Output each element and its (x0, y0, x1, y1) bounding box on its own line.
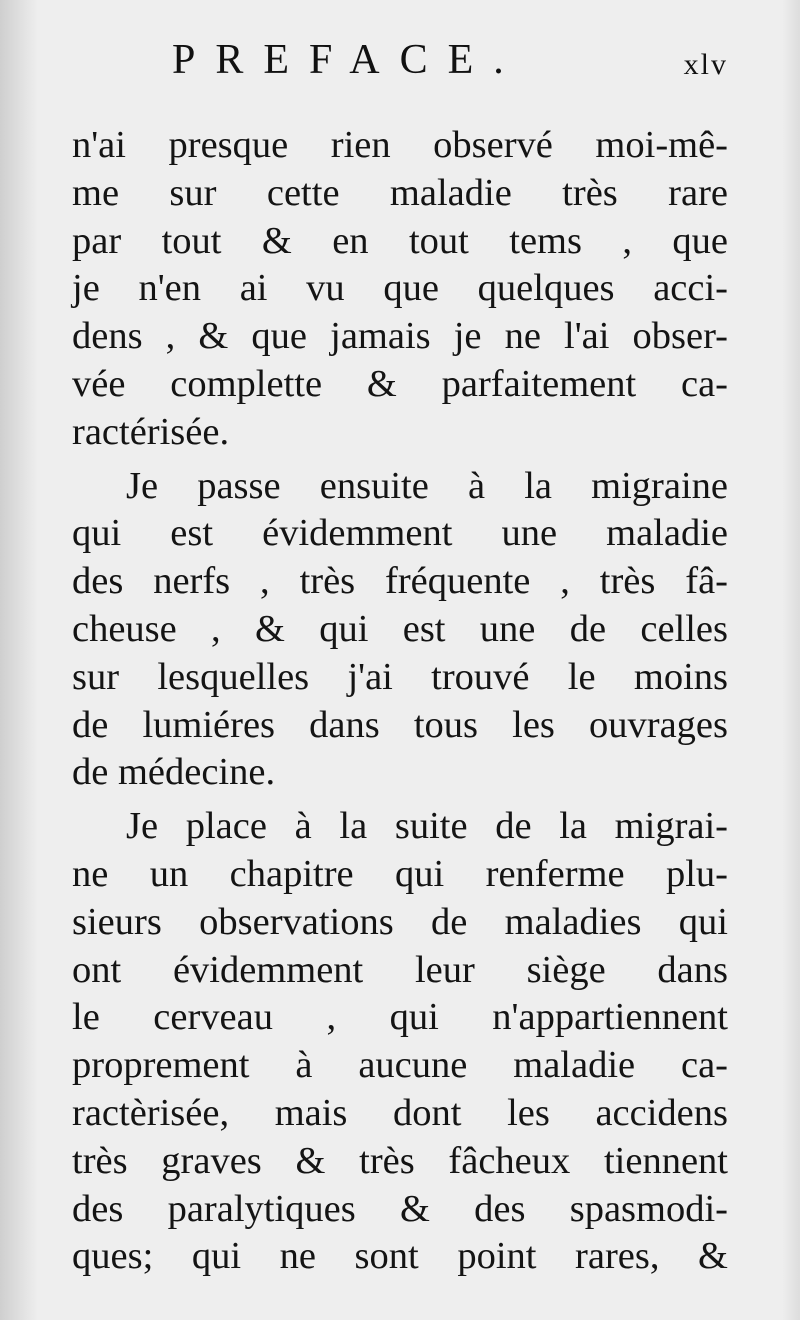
text-line: je n'en ai vu que quelques acci- (72, 267, 728, 310)
text-line: ont évidemment leur siège dans (72, 948, 728, 991)
text-line: par tout & en tout tems , que (72, 219, 728, 262)
page-number: xlv (683, 48, 728, 81)
text-line: cheuse , & qui est une de celles (72, 607, 728, 650)
paragraph-1 (72, 122, 728, 457)
text-line: de médecine. (72, 751, 276, 794)
body-text (72, 122, 728, 1281)
text-line: n'ai presque rien observé moi-mê- (72, 124, 728, 166)
header-title: PREFACE. (172, 37, 524, 83)
paragraph-3 (72, 803, 728, 1281)
text-line: le cerveau , qui n'appartiennent (72, 996, 728, 1039)
text-line: de lumiéres dans tous les ouvrages (72, 703, 728, 746)
text-line: ractèrisée, mais dont les accidens (72, 1091, 728, 1134)
page-shadow-right (782, 0, 800, 1320)
text-line: ne un chapitre qui renferme plu- (72, 852, 728, 895)
text-line: très graves & très fâcheux tiennent (72, 1139, 728, 1182)
text-line: des paralytiques & des spasmodi- (72, 1187, 728, 1230)
text-line: proprement à aucune maladie ca- (72, 1044, 728, 1087)
text-line: des nerfs , très fréquente , très fâ- (72, 560, 728, 603)
text-line: ractérisée. (72, 410, 230, 453)
text-line: me sur cette maladie très rare (72, 171, 728, 214)
text-line: sur lesquelles j'ai trouvé le moins (72, 655, 728, 698)
text-line: dens , & que jamais je ne l'ai obser- (72, 315, 728, 358)
running-header (0, 36, 800, 96)
page-shadow-left (0, 0, 38, 1320)
text-line: qui est évidemment une maladie (72, 512, 728, 555)
paragraph-2 (72, 463, 728, 798)
text-line: Je passe ensuite à la migraine (126, 464, 728, 507)
text-line: ques; qui ne sont point rares, & (72, 1235, 728, 1278)
text-line: sieurs observations de maladies qui (72, 900, 728, 943)
text-line: Je place à la suite de la migrai- (126, 805, 728, 848)
text-line: vée complette & parfaitement ca- (72, 362, 728, 405)
